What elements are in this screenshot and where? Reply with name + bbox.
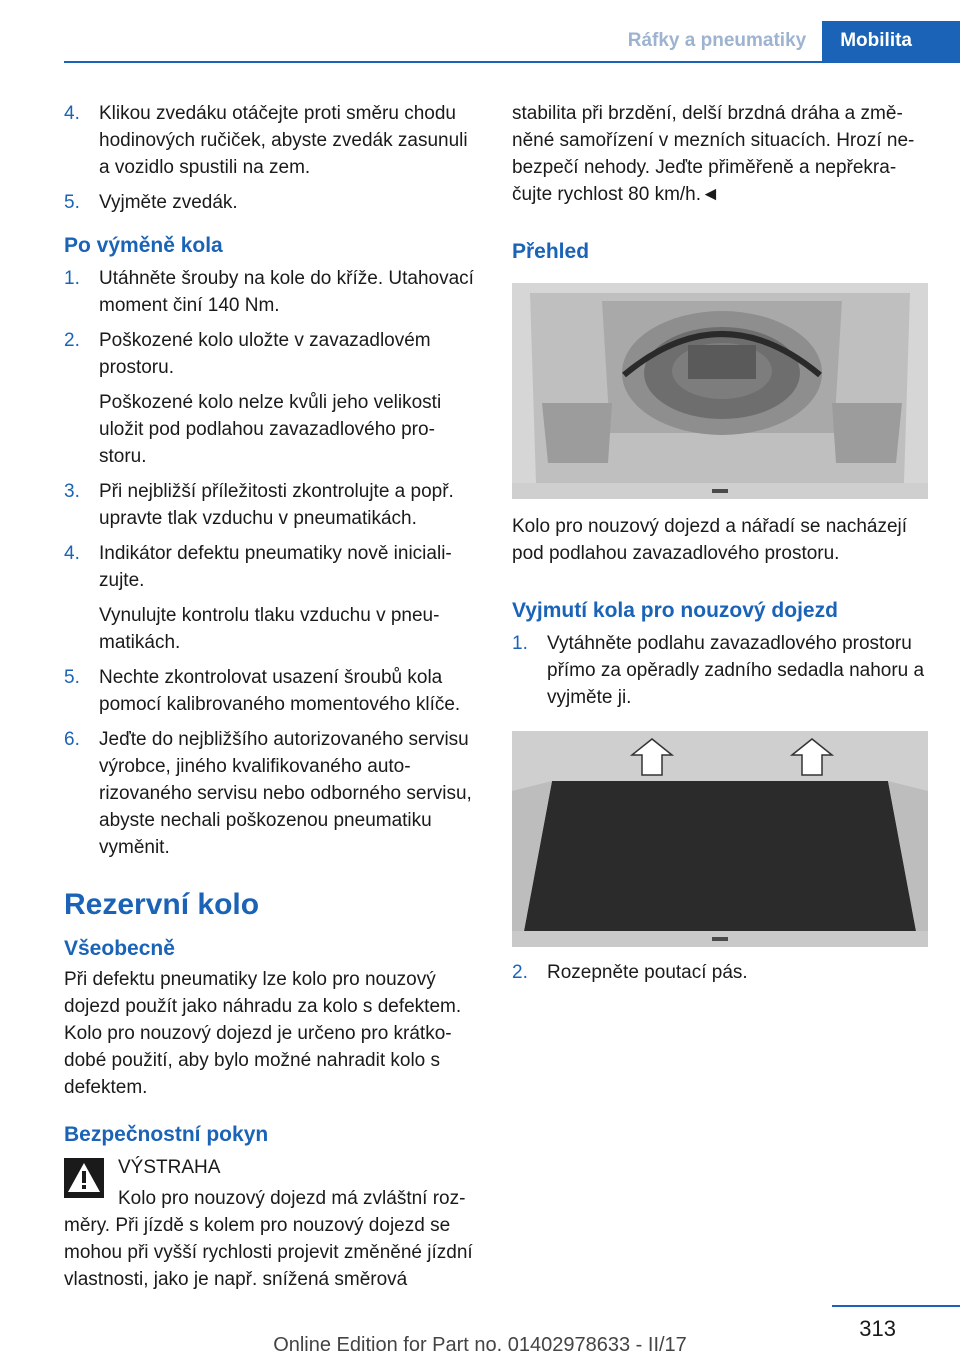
right-column	[512, 100, 928, 994]
steps-lowering	[64, 100, 476, 216]
overview-caption: Kolo pro nouzový dojezd a nářadí se nacházejí pod podlahou zavazadlového prostoru.	[512, 516, 908, 564]
list-item	[64, 265, 476, 319]
step-number: 4.	[64, 543, 80, 564]
warning-block	[64, 1154, 476, 1293]
step-number: 1.	[64, 268, 80, 289]
step-note: Vynulujte kontrolu tlaku vzduchu v pneumatikách.	[99, 605, 440, 653]
step-number: 2.	[512, 962, 528, 983]
page-number: 313	[859, 1316, 896, 1341]
heading-after-change: Po výměně kola	[64, 234, 223, 257]
list-item	[64, 189, 476, 216]
list-item	[64, 664, 476, 718]
heading-safety: Bezpečnostní pokyn	[64, 1123, 269, 1146]
step-number: 1.	[512, 633, 528, 654]
edition-note: Online Edition for Part no. 01402978633 - II/17	[273, 1334, 687, 1356]
header-rule	[64, 61, 960, 63]
step-text: Při nejbližší příležitosti zkontrolujte a popř. upravte tlak vzduchu v pneumatikách.	[99, 481, 454, 529]
left-column	[64, 100, 476, 1293]
step-text: Indikátor defektu pneumatiky nově inicializujte.	[99, 543, 452, 591]
heading-overview: Přehled	[512, 240, 590, 263]
step-text: Nechte zkontrolovat usazení šroubů kola pomocí kalibrovaného momentového klíče.	[99, 667, 461, 715]
step-number: 5.	[64, 667, 80, 688]
list-item	[64, 327, 476, 470]
step-number: 6.	[64, 729, 80, 750]
step-text: Rozepněte poutací pás.	[547, 962, 748, 983]
step-number: 5.	[64, 192, 80, 213]
header-tabs	[614, 21, 960, 61]
step-number: 3.	[64, 481, 80, 502]
warning-title: VÝSTRAHA	[118, 1157, 221, 1178]
step-text: Jeďte do nejbližšího autorizovaného servisu výrobce, jiného kvalifikovaného autorizovaného servisu nebo odborného servisu, abyste nechali poškozenou pneumatiku vyměnit.	[99, 729, 472, 858]
step-text: Vytáhněte podlahu zavazadlového prostoru přímo za opěradly zadního sedadla nahoru a vyjměte ji.	[547, 633, 925, 708]
steps-removal-cont	[512, 959, 928, 986]
steps-removal	[512, 630, 928, 711]
list-item	[64, 478, 476, 532]
chapter-tab[interactable]: Mobilita	[822, 21, 960, 61]
list-item	[64, 540, 476, 656]
step-text: Klikou zvedáku otáčejte proti směru chodu hodinových ručiček, abyste zvedák zasunuli a vozidlo spustili na zem.	[99, 103, 468, 178]
heading-removal: Vyjmutí kola pro nouzový dojezd	[512, 599, 838, 622]
heading-general: Všeobecně	[64, 937, 175, 960]
section-tab[interactable]: Ráfky a pneumatiky	[614, 21, 822, 61]
step-note: Poškozené kolo nelze kvůli jeho velikosti uložit pod podlahou zavazadlového prostoru.	[99, 392, 442, 467]
step-text: Vyjměte zvedák.	[99, 192, 238, 213]
list-item	[64, 726, 476, 861]
steps-after-change	[64, 265, 476, 861]
warning-text: Kolo pro nouzový dojezd má zvláštní rozměry. Při jízdě s kolem pro nouzový dojezd se mohou při vyšší rychlosti projevit změněné jízdní vlastnosti, jako je např. snížená směrová	[64, 1188, 473, 1290]
step-number: 4.	[64, 103, 80, 124]
trunk-floor-lift-image	[512, 731, 928, 947]
list-item	[512, 630, 928, 711]
warning-triangle-icon	[64, 1158, 104, 1198]
trunk-spare-wheel-image	[512, 283, 928, 499]
general-paragraph: Při defektu pneumatiky lze kolo pro nouzový dojezd použít jako náhradu za kolo s defektem. Kolo pro nouzový dojezd je určeno pro krátkodobé použití, aby bylo možné nahradit kolo s defektem.	[64, 969, 462, 1098]
list-item	[512, 959, 928, 986]
step-text: Utáhněte šrouby na kole do kříže. Utahovací moment činí 140 Nm.	[99, 268, 474, 316]
section-title: Rezervní kolo	[64, 888, 260, 921]
warning-text-continued: stabilita při brzdění, delší brzdná dráha a změněné samořízení v mezních situacích. Hrozí nebezpečí nehody. Jeďte přiměřeně a nepřekračujte rychlost 80 km/h.◄	[512, 103, 915, 205]
step-text: Poškozené kolo uložte v zavazadlovém prostoru.	[99, 330, 431, 378]
footer-rule	[832, 1305, 960, 1307]
list-item	[64, 100, 476, 181]
step-number: 2.	[64, 330, 80, 351]
